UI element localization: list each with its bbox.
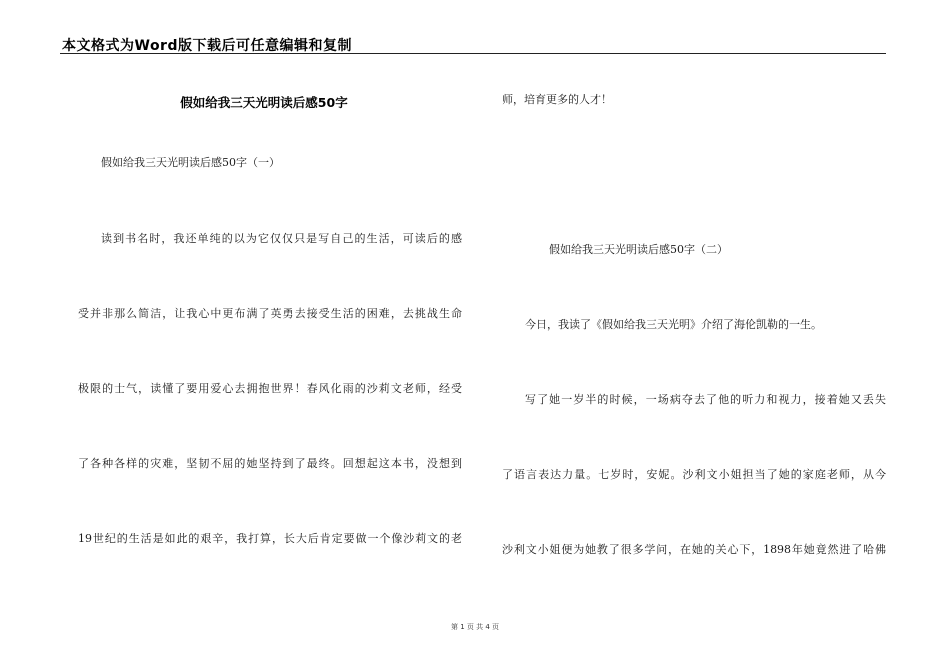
paragraph-line: 今日，我读了《假如给我三天光明》介绍了海伦凯勒的一生。 bbox=[525, 318, 822, 331]
header-rule bbox=[60, 53, 886, 54]
section-heading-1: 假如给我三天光明读后感50字（一） bbox=[101, 156, 280, 169]
paragraph-line: 了各种各样的灾难，坚韧不屈的她坚持到了最终。回想起这本书，没想到 bbox=[78, 457, 462, 470]
section-heading-2: 假如给我三天光明读后感50字（二） bbox=[549, 243, 728, 256]
paragraph-line: 受并非那么简洁，让我心中更布满了英勇去接受生活的困难，去挑战生命 bbox=[78, 307, 462, 320]
header-banner: 本文格式为Word版下载后可任意编辑和复制 bbox=[62, 38, 352, 54]
paragraph-line: 师，培育更多的人才！ bbox=[502, 93, 612, 106]
paragraph-line: 写了她一岁半的时候，一场病夺去了他的听力和视力，接着她又丢失 bbox=[525, 393, 886, 406]
document-title: 假如给我三天光明读后感50字 bbox=[180, 95, 348, 110]
paragraph-line: 19世纪的生活是如此的艰辛，我打算，长大后肯定要做一个像沙莉文的老 bbox=[78, 532, 462, 545]
paragraph-line: 极限的士气，读懂了要用爱心去拥抱世界！春风化雨的沙莉文老师，经受 bbox=[78, 382, 462, 395]
page-number: 第 1 页 共 4 页 bbox=[450, 623, 500, 631]
paragraph-line: 读到书名时，我还单纯的以为它仅仅只是写自己的生活，可读后的感 bbox=[101, 232, 462, 245]
paragraph-line: 了语言表达力量。七岁时，安妮。沙利文小姐担当了她的家庭老师，从今 bbox=[502, 468, 886, 481]
paragraph-line: 沙利文小姐便为她教了很多学问，在她的关心下，1898年她竟然进了哈佛 bbox=[502, 543, 886, 556]
